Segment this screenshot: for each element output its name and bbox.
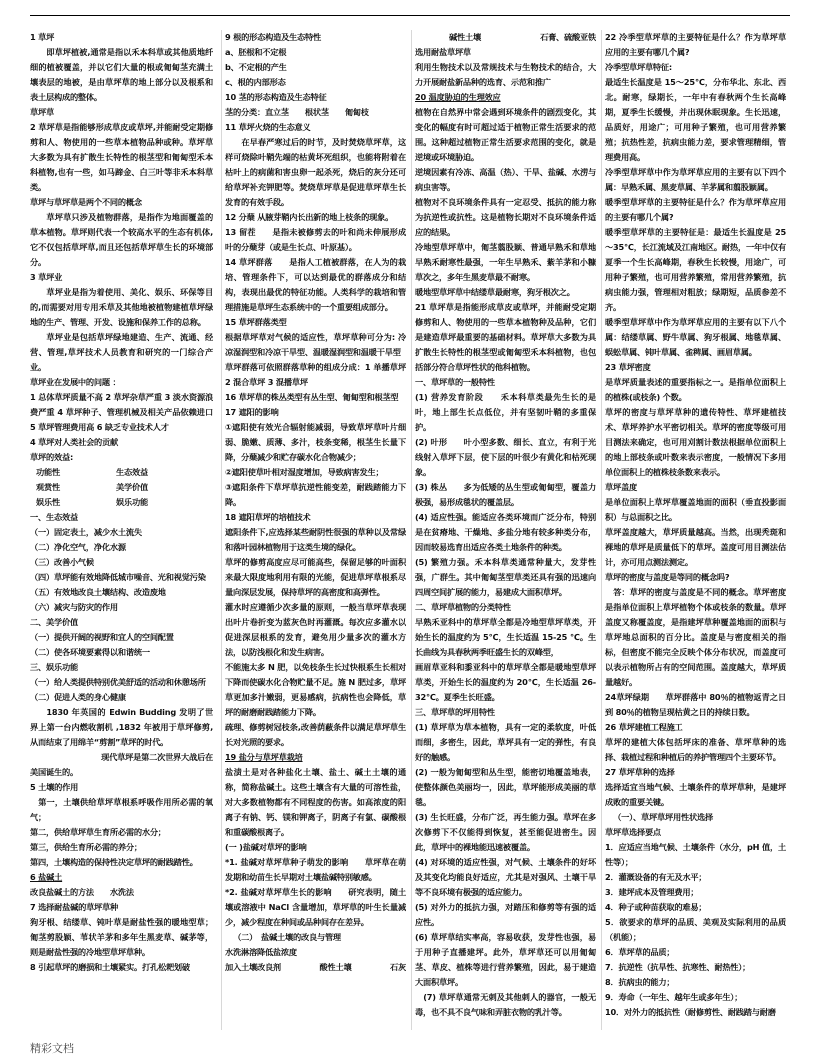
list-item: （六）减灾与防灾的作用 [30,602,118,612]
heading: 10 茎的形态构造及生态特征 [225,92,327,102]
list-item: ③遮阳条件下草坪草抗逆性能变差，耐践踏能力下降。 [225,482,406,507]
paragraph: 根据草坪草对气候的适应性，草坪草种可分为: 冷凉湿润型和冷凉干旱型、温暖湿润型和温暖干旱型 [225,332,406,357]
heading: 二、美学价值 [30,617,78,627]
paragraph: 暖季型草坪草的主要特征是：最适生长温度是 25～35℃，长江流域及江南地区。耐热，一年中仅有夏季一个生长高峰期，春秋生长较慢，用途广，可用种子繁殖，也可用营养繁殖，常用营养繁殖，抗病虫能力强，管理相对粗放；绿期短，品质参差不齐。 [605,227,786,312]
list-item: 第一，土壤供给草坪草根系呼吸作用所必需的氧气； [30,797,213,822]
paragraph: 草坪盖度越大，草坪质量越高。当然，出现秃斑和裸地的草坪是质量低下的草坪。盖度可用目测法估计，亦可用点测法测定。 [605,527,786,567]
heading: 草坪与草坪草是两个不同的概念 [30,197,142,207]
heading: 6 盐碱土 [30,872,63,882]
paragraph: 疏理、修剪树冠枝条,改善荫蔽条件以满足草坪草生长对光照的要求。 [225,722,406,747]
list-item: 6．草坪草的品质； [605,947,675,957]
paragraph: 利用生物技术以及常规技术与生物技术的结合，大力开展耐盐新品种的选育、示范和推广 [415,62,596,87]
paragraph: 选择适宜当地气候、土壤条件的草坪草种，是建坪成败的重要关键。 [605,782,786,807]
paragraph: 答：草坪的密度与盖度是不同的概念。草坪密度是指单位面积上草坪植物个体或枝条的数量。草坪盖度又称覆盖度，是指建坪草种覆盖地面的面积与草坪地总面积的百分比。盖度是与密度相关的指标，但密度不能完全反映个体分布状况，而盖度可以表示植物所占有的空间范围。盖度越大，草坪质量越好。 [605,587,786,687]
list-item: (1) 草坪草为草本植物，具有一定的柔软度，叶低而细，多密生，因此，草坪具有一定的弹性，有良好的触感。 [415,722,596,762]
list-item: 10．对外力的抵抗性（耐修剪性、耐践踏与耐磨 [605,1007,776,1017]
heading: 17 遮阳的影响 [225,407,279,417]
heading: 22 冷季型草坪草的主要特征是什么？作为草坪草应用的主要有哪几个属? [605,32,786,57]
amendment-row: 加入土壤改良剂 酸性土壤 石灰 [225,962,406,972]
heading: 7 选择耐盐碱的草坪草种 [30,902,119,912]
paragraph: 是草坪质量表述的重要指标之一。是指单位面积上的植株(或枝条) 个数。 [605,377,786,402]
list-item: 1．应适应当地气候、土壤条件（水分，pH 值，土性等）； [605,842,786,867]
paragraph: 选用耐盐草坪草 [415,47,471,57]
heading: 冷季型草坪草特征: [605,62,672,72]
paragraph: 草坪草只涉及植物群落，是指作为地面覆盖的草本植物。草坪则代表一个较高水平的生态有机体,它不仅包括草坪草,而且还包括草坪草生长的环境部分。 [30,212,213,267]
heading: 暖季型草坪草的主要特征是什么？作为草坪草应用的主要有哪几个属? [605,197,786,222]
list-item: （五）有效地改良土壤结构、改造废地 [30,587,166,597]
heading: 15 草坪群落类型 [225,317,287,327]
paragraph: 8 引起草坪的磨损和土壤紧实。打孔松耙划破 [30,962,190,972]
heading: 9 根的形态构造及生态特性 [225,32,322,42]
paragraph: 盐渍土是对各种盐化土壤、盐土、碱土土壤的通称，简称盐碱土。这些土壤含有大量的可溶性盐，对大多数植物都有不同程度的伤害。如高浓度的阳离子有钠、钙、镁和钾离子，阴离子有氯、碳酸根和重碳酸根离子。 [225,767,406,837]
paragraph: 冷季型草坪草中作为草坪草应用的主要有以下四个属：早熟禾属、黑麦草属、羊茅属和翦股颖属。 [605,167,786,192]
list-item: （四）草坪能有效地降低城市噪音、光和视觉污染 [30,572,206,582]
list-item: 2．灌溉设备的有无及水平； [605,872,707,882]
heading: 5 土壤的作用 [30,782,79,792]
list-item: ②遮阳使草叶相对湿度增加，导致病害发生； [225,467,384,477]
paragraph: 不能施太多 N 肥，以免枝条生长过快根系生长相对下降而使碳水化合物贮量不足。施 N 肥过多，草坪草更加多汁嫩弱，更易感病，抗病性也会降低，草坪的耐磨耐践踏能力下降。 [225,662,406,717]
list-item: a、胚根和不定根 [225,47,287,57]
heading: (一 )盐碱对草坪的影响 [225,842,307,852]
paragraph: 水洗淋溶降低盐浓度 [225,947,297,957]
paragraph: 美国诞生的。 [30,767,78,777]
paragraph: 画眉草亚科和黍亚科中的草坪草全都是暖地型草坪草类，开始生长的温度约为 20℃，生长适温 26-32℃。夏季生长旺盛。 [415,662,596,702]
paragraph: 狗牙根、结缕草、钝叶草是耐盐性强的暖地型草；匍茎剪股颖、苇状羊茅和多年生黑麦草、碱茅等，则是耐盐性强的冷地型草坪草种。 [30,917,213,957]
list-item: 3．建坪成本及管理费用； [605,887,699,897]
heading-lawn: 1 草坪 [30,32,55,42]
list-item: （一）提供开阔的视野和宜人的空间配置 [30,632,174,642]
paragraph: 1830 年英国的 Edwin Budding 发明了世界上第一台内燃收割机 ,1832 年被用于草坪修剪,从而结束了用绵羊“剪割”草坪的时代。 [30,707,213,747]
paragraph: 草坪业是指为着使用、美化、娱乐、环保等目的,而需要对用专用禾草及其他地被植物建植草坪绿地的生产、管理、开发、设施和保养工作的总称。 [30,287,213,327]
list-item: （三）改善小气候 [30,557,94,567]
list-item: 5．欲要求的草坪的品质、美观及实际利用的品质（机能）； [605,917,786,942]
paragraph: 改良盐碱土的方法 水洗法 [30,887,134,897]
list-item: (4) 对环境的适应性强，对气候、土壤条件的好坏及其变化均能良好适应，尤其是对强风、土壤干旱等不良环境有极强的适应能力。 [415,857,596,897]
paragraph: 1 总体草坪质量不高 2 草坪杂草严重 3 淡水资源浪费严重 4 草坪种子、管理机械及相关产品依赖进口 5 草坪管理费用高 6 缺乏专业技术人才 [30,392,213,432]
list-item: 第二，供给草坪草生育所必需的水分； [30,827,166,837]
list-item: 4．种子或种苗获取的难易； [605,902,707,912]
paragraph: 早熟禾亚科中的草坪草全都是冷地型草坪草类，开始生长的温度约为 5℃，生长适温 15-25 ℃。生长曲线为具春秋两季旺盛生长的双峰型， [415,617,596,657]
list-item: (7) 草坪草通常无刺及其他刺人的器官，一般无毒，也不具不良气味和弄脏衣物的乳汁等。 [415,992,596,1017]
list-item: （一）给人类提供特别优美舒适的活动和休憩场所 [30,677,206,687]
heading: （二） 盐碱土壤的改良与管理 [233,932,341,942]
paragraph: 现代草坪是第二次世界大战后在 [101,752,213,762]
heading: 二、草坪草植物的分类特性 [415,602,511,612]
list-item: (3) 株丛 多为低矮的丛生型或匍匐型，覆盖力极强，易形成毯状的覆盖层。 [415,482,596,507]
heading: 19 盐分与草坪草栽培 [225,752,303,762]
paragraph: 即草坪植被,通常是指以禾本科草或其他质地纤细的植被覆盖，并以它们大量的根或匍匐茎充满土壤表层的地被，是由草坪草的地上部分以及根系和表土层构成的整体。 [30,47,213,102]
list-item: (6) 草坪草结实率高，容易收获，发芽性也强，易于用种子直播建坪。此外，草坪草还可以用匍匐茎、草皮、植株等进行营养繁殖，因此，易于建造大面积草坪。 [415,932,596,987]
list-item: (2) 一般为匍匐型和丛生型，能密切地覆盖地表，使整体颜色美丽均一，因此，草坪能形成美丽的草毯。 [415,767,596,807]
heading: （一）、草坪草坪用性状选择 [613,812,713,822]
paragraph: 24草坪绿期 草坪群落中 80％的植物返青之日到 80％的植物呈现枯黄之日的持续日数。 [605,692,786,717]
heading: 一、草坪草的一般特性 [415,377,495,387]
column-2 [221,30,406,1030]
column-3 [411,30,596,1030]
paragraph: 草坪群落可依照群落草种的组成分成：1 单播草坪 2 混合草坪 3 混播草坪 [225,362,406,387]
list-item: ①遮阳使有效光合辐射能减弱，导致草坪草叶片细弱、脆嫩、质薄、多汁，枝条变稀，根茎生长量下降，分蘖减少和贮存碳水化合物减少； [225,422,406,462]
paragraph: 16 草坪草的株丛类型有丛生型、匍匐型和根茎型 [225,392,399,402]
list-item: 9．寿命（一年生、越年生或多年生）； [605,992,743,1002]
heading: 一、生态效益 [30,512,78,522]
paragraph: 草坪的密度与草坪草种的遗传特性、草坪建植技术、草坪养护水平密切相关。草坪的密度等级可用目测法来确定，也可用刈割计数法根据单位面积上的地上部枝条或叶数来表示密度，一般情况下多用单位面积上的植株枝条数来表示。 [605,407,786,477]
paragraph: 最适生长温度是 15～25℃，分布华北、东北、西北。耐寒，绿期长，一年中有春秋两个生长高峰期，夏季生长缓慢，并出现休眠现象。生长迅速，品质好，用途广；可用种子繁殖，也可用营养繁殖；抗热性差，抗病虫能力差，要求管理精细，管理费用高。 [605,77,786,162]
heading: 草坪业在发展中的问题 ： [30,377,121,387]
column-4 [601,30,786,1030]
heading: 草坪盖度 [605,482,637,492]
page-footer: 精彩文档 [30,1042,74,1055]
list-item: 第四，土壤构造的保持性决定草坪的耐践踏性。 [30,857,198,867]
list-item: (5) 繁殖力强。禾本科草类通常种量大，发芽性强，广群生。其中匍匐茎型草类还具有强的迅速向四周空间扩展的能力，易建成大面积草坪。 [415,557,596,597]
paragraph: 2 草坪草是指能够形成草皮或草坪,并能耐受定期修剪和人、物使用的一些草本植物品种或种。草坪草大多数为具有扩散生长特性的根茎型和匍匐型禾本科植物,也有一些，如马蹄金、白三叶等非禾本科草类。 [30,122,213,192]
heading: 26 草坪建植工程施工 [605,722,683,732]
benefit-row: 观赏性 美学价值 [36,482,148,492]
paragraph: 草坪的修剪高度应尽可能高些，保留足够的叶面积来最大限度地利用有限的光能，促进草坪草根系尽量向深层发展，保持草坪的高密度和高弹性。 [225,557,406,597]
list-item: b、不定根的产生 [225,62,287,72]
list-item: (1) 营养发育阶段 禾本科草类最先生长的是叶，地上部生长点低位，并有坚韧叶鞘的多重保护。 [415,392,596,432]
heading: 草坪草选择要点 [605,827,661,837]
heading: 27 草坪草种的选择 [605,767,675,777]
paragraph: 在早春严寒过后的时节，及时焚烧草坪草，这样可烧除叶鞘先端的枯黄坏死组织，也能将附着在枯叶上的病菌和害虫卵一起杀死，烧后的灰分还可给草坪补充钾肥等。焚烧草坪草是促进草坪草生长发育的有效手段。 [225,137,406,207]
paragraph: 暖季型草坪草中作为草坪草应用的主要有以下八个属：结缕草属、野牛草属、狗牙根属、地毯草属、蜈蚣草属、钝叶草属、雀稗属、画眉草属。 [605,317,786,357]
paragraph: 草坪的建植大体包括坪床的准备、草坪草种的选择、栽植过程和种植后的养护管理四个主要环节。 [605,737,786,762]
paragraph: 遮阳条件下,应选择某些耐阴性很强的草种以及常绿和落叶园林植物用于这类生境的绿化。 [225,527,406,552]
paragraph: 草坪业是包括草坪绿地建造、生产、流通、经营、管理,草坪技术人员教育和研究的一门综合产业。 [30,332,213,372]
paragraph: 逆境因素有冷冻、高温（热）、干旱、盐碱、水涝与病虫害等。 [415,167,596,192]
list-item: （二）净化空气，净化水源 [30,542,126,552]
heading: 20 温度胁迫的生理效应 [415,92,501,102]
heading: 23 草坪密度 [605,362,651,372]
heading: 18 遮阳草坪的培植技术 [225,512,311,522]
paragraph: 14 草坪群落 是指人工植被群落，在人为的栽培、管理条件下，可以达到最优的群落成分和结构，表现出最优的特征功能。人类科学的栽培和管理措施是草坪生态系统中的一个重要组成部分。 [225,257,406,312]
list-item: （一）固定表土，减少水土流失 [30,527,142,537]
paragraph: 茎的分类：直立茎 根状茎 匍匐枝 [225,107,369,117]
paragraph: 是单位面积上草坪草覆盖地面的面积（垂直投影面积）与总面积之比。 [605,497,786,522]
document-body [30,30,790,1030]
list-item: (5) 对外力的抵抗力强，对踏压和修剪等有强的适应性。 [415,902,596,927]
header-rule [30,15,790,16]
heading: 4 草坪对人类社会的贡献 [30,437,119,447]
list-item: c、根的内部形态 [225,77,286,87]
list-item: (3) 生长旺盛，分布广泛，再生能力强。草坪在多次修剪下不仅能得到恢复，甚至能促进密生。因此，草坪中的裸地能迅速被覆盖。 [415,812,596,852]
benefit-row: 功能性 生态效益 [36,467,148,477]
list-item: 8．抗病虫的能力； [605,977,675,987]
paragraph: 植物在自然界中常会遇到环境条件的剧烈变化，其变化的幅度有时可超过适于植物正常生活要求的范围。这种超过植物正常生活要求范围的变化，就是逆境或环境胁迫。 [415,107,596,162]
amendment-row: 碱性土壤 石膏、硫酸亚铁 [449,32,596,42]
paragraph: 灌水时应遵循少次多量的原则，一般当草坪草表现出叶片卷折变为蓝灰色时再灌溉。每次应多灌水以促进深层根系的发育，避免用少量多次的灌水方法，以防浅根化和发生病害。 [225,602,406,657]
list-item: 7．抗逆性（抗旱性、抗寒性、耐热性）； [605,962,751,972]
paragraph: 冷地型草坪草中，匍茎翦股颖、普通早熟禾和草地早熟禾耐寒性最强，一年生早熟禾、紫羊茅和小糠草次之，多年生黑麦草最不耐寒。 [415,242,596,282]
paragraph: 暖地型草坪草中结缕草最耐寒，狗牙根次之。 [415,287,575,297]
list-item: （二）促进人类的身心健康 [30,692,126,702]
paragraph: 12 分蘖 从腋芽鞘内长出新的地上枝条的现象。 [225,212,394,222]
heading: 草坪的效益: [30,452,74,462]
heading: 草坪的密度与盖度是等同的概念吗? [605,572,730,582]
column-1 [30,30,213,1030]
paragraph: *1. 盐碱对草坪草种子萌发的影响 草坪草在萌发期和幼苗生长早期对土壤盐碱特别敏感。 [225,857,406,882]
heading-turfgrass: 草坪草 [30,107,54,117]
list-item: （二）使各环境要素得以和谐统一 [30,647,150,657]
heading: 三、草坪草的坪用特性 [415,707,495,717]
list-item: (4) 适应性强。能适应各类环境而广泛分布，特别是在贫瘠地、干燥地、多盐分地有较多种类分布，因而较易选育出适应各类土地条件的种类。 [415,512,596,552]
heading-turf-industry: 3 草坪业 [30,272,63,282]
list-item: 第三，供给生育所必需的养分； [30,842,142,852]
paragraph: 植物对不良环境条件具有一定忍受、抵抗的能力称为抗逆性或抗性。这是植物长期对不良环境条件适应的结果。 [415,197,596,237]
paragraph: 13 留茬 是指未被修剪去的叶和尚未伸展形成叶的分蘖芽（或是生长点、叶原基）。 [225,227,406,252]
heading: 三、娱乐功能 [30,662,78,672]
benefit-row: 娱乐性 娱乐功能 [36,497,148,507]
paragraph: 21 草坪草是指能形成草皮或草坪，并能耐受定期修剪和人、物使用的一些草本植物种及品种，它们是建造草坪最重要的基础材料。草坪草大多数为具扩散生长特性的根茎型或匍匐型禾本科植物，也包括部分符合草坪性状的他科植物。 [415,302,596,372]
heading: 11 草坪火烧的生态意义 [225,122,311,132]
list-item: (2) 叶形 叶小型多数、细长、直立，有利于光线射入草坪下层，使下层的叶很少有黄化和枯死现象。 [415,437,596,477]
paragraph: *2. 盐碱对草坪草生长的影响 研究表明，随土壤或溶液中 NaCl 含量增加，草坪草的叶生长量减少，减少程度在种间或品种间存在差异。 [225,887,406,927]
